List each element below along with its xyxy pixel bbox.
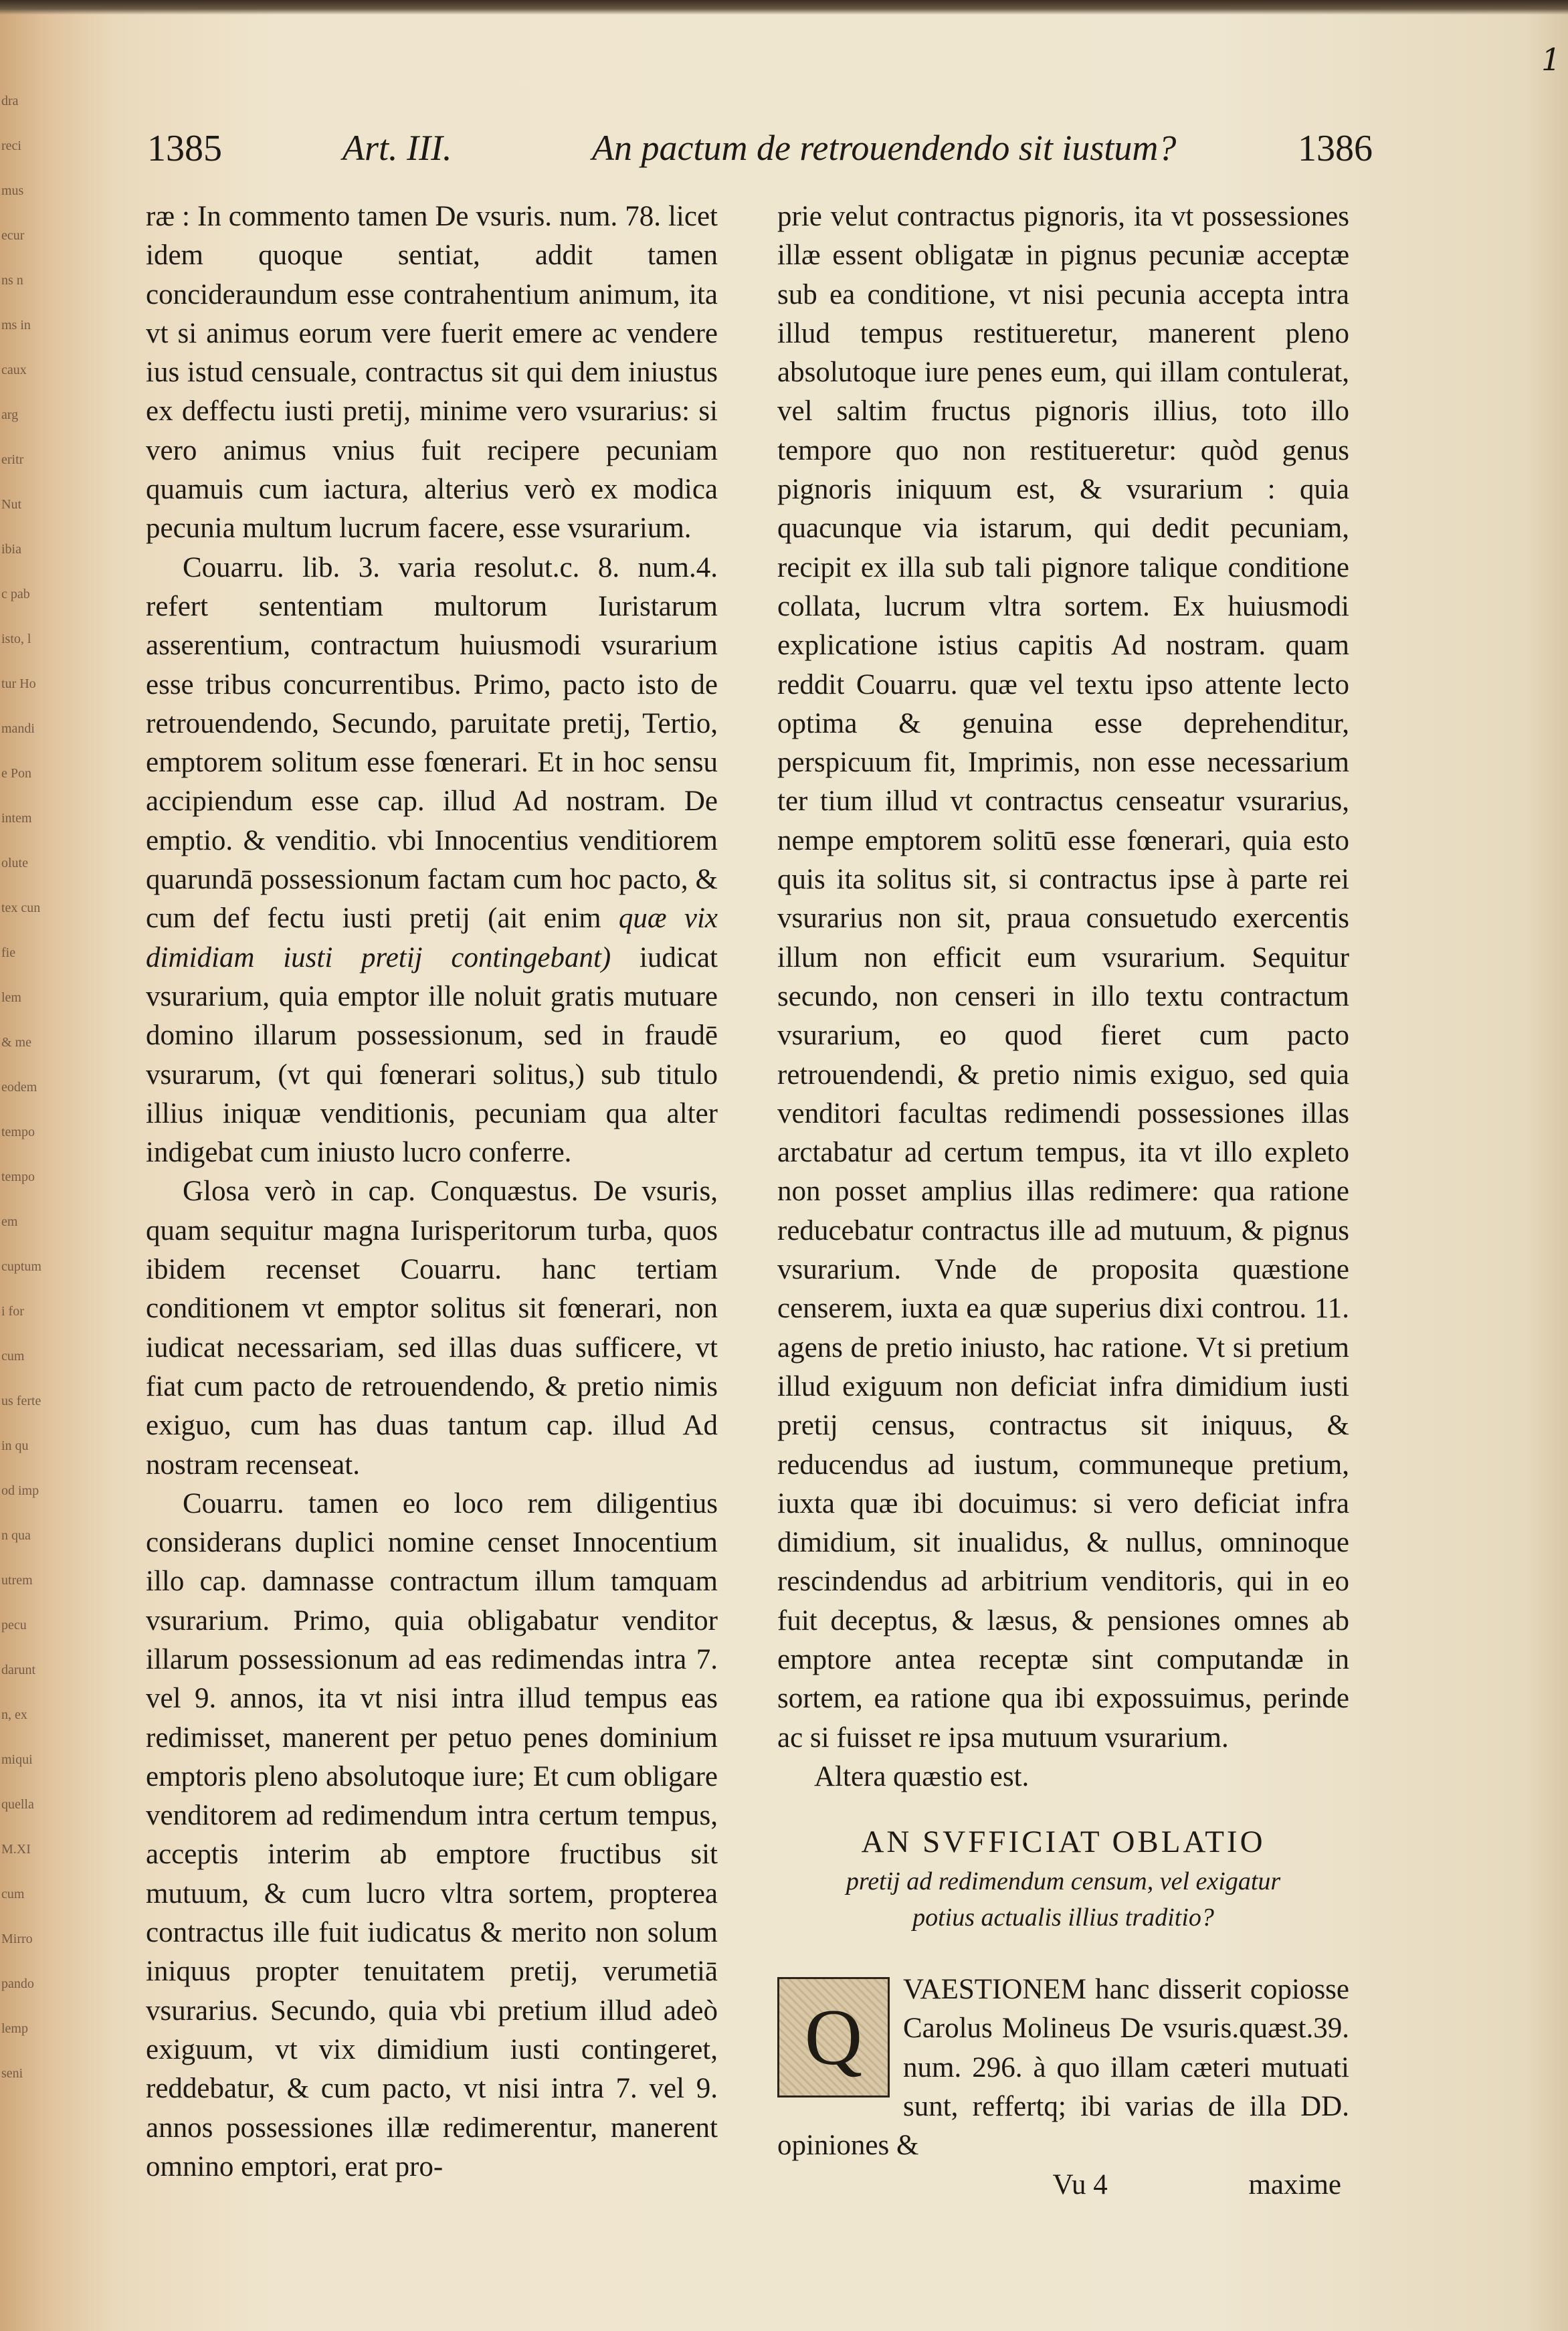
- margin-fragment: mandi: [1, 721, 35, 736]
- margin-fragment: tur Ho: [1, 676, 36, 691]
- paragraph: prie velut contractus pignoris, ita vt possessiones illæ essent obligatæ in pignus pecuniæ acceptæ sub ea conditione, vt nisi pecunia accepta intra illud tempus restitueretur, manerent pleno absolutoque iure penes eum, qui illam contulerat, vel saltim fructus pignoris illius, toto illo tempore quo non restitueretur: quòd genus pignoris iniquum est, & vsurarium : quia quacunque via istarum, qui dedit pecuniam, recipit ex illa sub tali pignore talique conditione collata, lucrum vltra sortem. Ex huiusmodi explicatione istius capitis Ad nostram. quam reddit Couarru. quæ vel textu ipso attente lecto optima & genuina esse deprehenditur, perspicuum fit, Imprimis, non esse necessarium ter tium illud vt contractus censeatur vsurarius, nempe emptorem solitū esse fœnerari, quia esto quis ita solitus sit, si contractus ipse à parte rei vsurarius non sit, praua consuetudo exercentis illum non efficit eum vsurarium. Sequitur secundo, non censeri in illo textu contractum vsurarium, eo quod fieret cum pacto retrouendendi, & pretio nimis exiguo, sed quia venditori facultas redimendi possessiones illas arctabatur ad certum tempus, ita vt illo expleto non posset amplius illas redimere: qua ratione reducebatur contractus ille ad mutuum, & pignus vsurarium. Vnde de proposita quæstione censerem, iuxta ea quæ superius dixi controu. 11. agens de pretio iniusto, hac ratione. Vt si pretium illud exiguum non deficiat infra dimidium iusti pretij census, contractus sit iniquus, & reducendus ad iustum, communeque pretium, iuxta quæ ibi docuimus: si vero deficiat infra dimidium, sit inualidus, & nullus, omninoque rescindendus ad arbitrium venditoris, qui in eo fuit deceptus, & læsus, & pensiones omnes ab emptore antea receptæ sint computandæ in sortem, ea ratione qua ibi expossuimus, perinde ac si fuisset re ipsa mutuum vsurarium.: [777, 201, 1349, 1754]
- margin-fragment: lemp: [1, 2021, 28, 2036]
- margin-fragment: dra: [1, 94, 19, 108]
- margin-fragment: tempo: [1, 1125, 35, 1139]
- margin-fragment: olute: [1, 856, 28, 870]
- margin-fragment: M.XI: [1, 1842, 31, 1857]
- margin-fragment: & me: [1, 1035, 31, 1050]
- margin-fragment: n, ex: [1, 1707, 27, 1722]
- margin-fragment: c pab: [1, 587, 30, 601]
- left-column: [146, 197, 718, 2186]
- right-column: [777, 197, 1349, 2205]
- paragraph-text: iudicat vsurarium, quia emptor ille noluit gratis mutuare domino illarum possessionum, sed in fraudē vsurarum, (vt qui fœnerari solitus,) sub titulo illius iniquæ venditionis, pecuniam qua alter indigebat cum iniusto lucro conferre.: [146, 941, 718, 1169]
- page-footer: [777, 2166, 1349, 2205]
- margin-fragment: caux: [1, 363, 27, 377]
- margin-fragment: eritr: [1, 452, 24, 467]
- margin-fragment: miqui: [1, 1752, 33, 1767]
- margin-fragment: cum: [1, 1887, 25, 1901]
- margin-fragment: i for: [1, 1304, 24, 1319]
- running-title: An pactum de retrouendendo sit iustum?: [592, 128, 1177, 168]
- margin-fragment: seni: [1, 2066, 23, 2081]
- margin-fragment: pando: [1, 1976, 34, 1991]
- margin-fragment: eodem: [1, 1080, 37, 1095]
- margin-fragment: cum: [1, 1349, 25, 1364]
- page-number-right: 1386: [1298, 128, 1373, 169]
- margin-fragment: reci: [1, 138, 21, 153]
- paragraph: ræ : In commento tamen De vsuris. num. 78. licet idem quoque sentiat, addit tamen concideraundum esse contrahentium animum, ita vt si animus eorum vere fuerit emere ac vendere ius istud censuale, contractus sit qui dem iniustus ex deffectu iusti pretij, minime vero vsurarius: si vero animus vnius fuit recipere pecuniam quamuis cum iactura, alterius verò ex modica pecunia multum lucrum facere, esse vsurarium.: [146, 201, 718, 545]
- section-subheading: pretij ad redimendum censum, vel exigatur potius actualis illius traditio?: [846, 1867, 1281, 1932]
- margin-fragment: pecu: [1, 1618, 27, 1633]
- margin-fragment: n qua: [1, 1528, 31, 1543]
- scan-top-edge: [0, 0, 1568, 15]
- margin-fragment: intem: [1, 811, 32, 826]
- paragraph: Altera quæstio est.: [814, 1760, 1030, 1792]
- final-paragraph: [777, 1970, 1349, 2165]
- margin-fragment: ms in: [1, 318, 31, 333]
- margin-fragment: quella: [1, 1797, 34, 1812]
- margin-fragment: darunt: [1, 1663, 36, 1677]
- margin-fragment: tempo: [1, 1170, 35, 1184]
- margin-fragment: utrem: [1, 1573, 33, 1588]
- margin-fragment: us ferte: [1, 1394, 41, 1408]
- margin-fragment: mus: [1, 183, 24, 198]
- margin-fragment: Nut: [1, 497, 21, 512]
- article-label: Art. III.: [342, 128, 452, 168]
- paragraph-text: Couarru. lib. 3. varia resolut.c. 8. num.4. refert sententiam multorum Iuristarum asserentium, contractum huiusmodi vsurarium esse tribus concurrentibus. Primo, pacto isto de retrouendendo, Secundo, paruitate pretij, Tertio, emptorem solitum esse fœnerari. Et in hoc sensu accipiendum esse cap. illud Ad nostram. De emptio. & venditio. vbi Innocentius venditiorem quarundā possessionum factam cum hoc pacto, & cum def fectu iusti pretij (ait enim: [146, 551, 718, 935]
- margin-fragment: fie: [1, 945, 16, 960]
- margin-fragment: ns n: [1, 273, 23, 288]
- margin-fragment: lem: [1, 990, 21, 1005]
- margin-fragment: em: [1, 1214, 18, 1229]
- running-header: [147, 127, 1391, 181]
- quotation-italic: quæ vix dimidiam iusti pretij contingebant): [146, 903, 718, 973]
- margin-fragment: in qu: [1, 1438, 29, 1453]
- paragraph: [146, 549, 718, 1173]
- margin-fragment: isto, l: [1, 632, 31, 646]
- paragraph: Couarru. tamen eo loco rem diligentius considerans duplici nomine censet Innocentium illo cap. damnasse contractum illum tamquam vsurarium. Primo, quia obligabatur venditor illarum possessionum ad eas redimendas intra 7. vel 9. annos, ita vt nisi intra illud tempus eas redimisset, manerent per petuo penes dominium emptoris pleno absolutoque iure; Et cum obligare venditorem ad redimendum intra certum tempus, acceptis interim ab emptore fructibus sit mutuum, & cum lucro vltra sortem, propterea contractus ille fuit iudicatus & merito non solum iniquus propter tenuitatem pretij, verumetiā vsurarius. Secundo, quia vbi pretium illud adeò exiguum, vt vix dimidium iusti contingeret, reddebatur, & cum pacto, vt nisi intra 7. vel 9. annos possessiones illæ redimerentur, manerent omnino emptori, erat pro-: [146, 1487, 718, 2182]
- facing-page-margin: [0, 94, 43, 2081]
- page-number-left: 1385: [147, 128, 222, 169]
- signature-mark: Vu 4: [1052, 2168, 1108, 2201]
- margin-fragment: e Pon: [1, 766, 31, 781]
- margin-fragment: tex cun: [1, 901, 41, 915]
- corner-number: 1: [1541, 41, 1561, 78]
- drop-cap-letter: Q: [804, 1992, 863, 2082]
- margin-fragment: cuptum: [1, 1259, 41, 1274]
- catchword: maxime: [1248, 2168, 1341, 2201]
- paragraph: Glosa verò in cap. Conquæstus. De vsuris, quam sequitur magna Iurisperitorum turba, quos ibidem recenset Couarru. hanc tertiam conditionem vt emptor solitus sit fœnerari, non iudicat necessariam, sed illas duas sufficere, vt fiat cum pacto de retrouendendo, & pretio nimis exiguo, cum has duas tantum cap. illud Ad nostram recenseat.: [146, 1176, 718, 1481]
- decorated-initial: [777, 1977, 890, 2097]
- margin-fragment: ecur: [1, 228, 25, 243]
- margin-fragment: ibia: [1, 542, 21, 557]
- section-heading: AN SVFFICIAT OBLATIO: [861, 1825, 1266, 1860]
- margin-fragment: Mirro: [1, 1932, 33, 1946]
- margin-fragment: od imp: [1, 1483, 39, 1498]
- margin-fragment: arg: [1, 407, 19, 422]
- paragraph-text: VAESTIONEM hanc disserit copiosse Carolus Molineus De vsuris.quæst.39. num. 296. à quo illam cæteri mutuati sunt, reffertq; ibi varias de illa DD. opiniones &: [777, 1974, 1349, 2162]
